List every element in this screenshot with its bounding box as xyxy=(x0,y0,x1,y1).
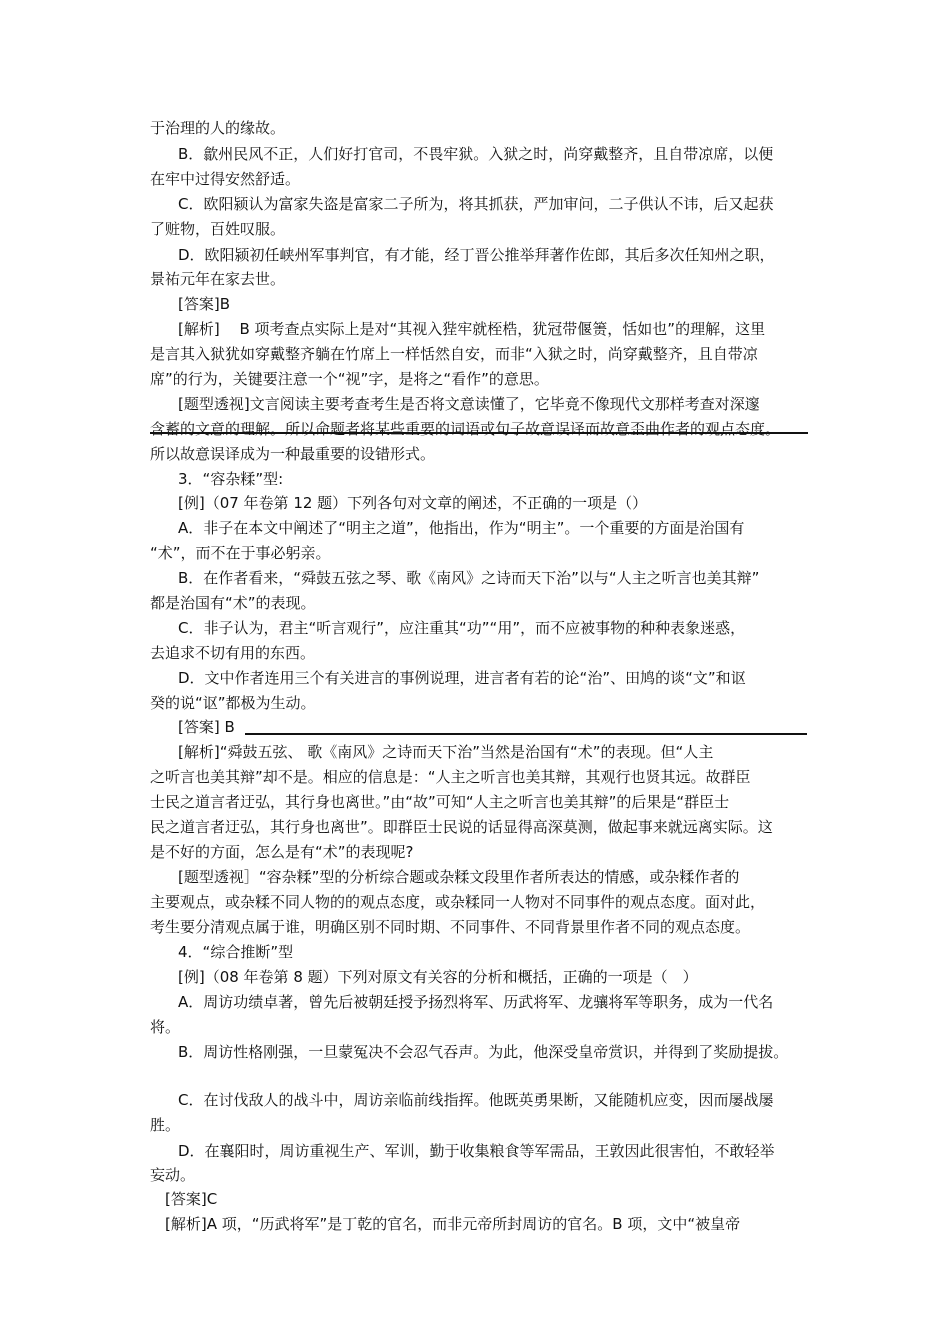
text-line: [例]（08 年卷第 8 题）下列对原文有关容的分析和概括，正确的一项是（ ） xyxy=(178,968,698,986)
text-line: [解析] B 项考查点实际上是对“其视入狴牢就桎梏，犹冠带偃箦，恬如也”的理解，这里 xyxy=(178,320,766,338)
text-line: 癸的说“讴”都极为生动。 xyxy=(150,694,316,712)
answer-label: [答案]B xyxy=(178,295,230,313)
text-line: 景祐元年在家去世。 xyxy=(150,270,286,288)
text-line: [题型透视］“容杂糅”型的分析综合题或杂糅文段里作者所表达的情感，或杂糅作者的 xyxy=(178,868,740,886)
text-line: “术”，而不在于事必躬亲。 xyxy=(150,544,331,562)
text-line: 是不好的方面，怎么是有“术”的表现呢? xyxy=(150,843,414,861)
text-line: D．欧阳颍初任峡州军事判官，有才能，经丁晋公推举拜著作佐郎，其后多次任知州之职， xyxy=(178,246,775,264)
text-line: 所以故意误译成为一种最重要的设错形式。 xyxy=(150,445,436,463)
text-line: B．在作者看来，“舜鼓五弦之琴、歌《南风》之诗而天下治”以与“人主之听言也美其辩” xyxy=(178,569,760,587)
text-line: 席”的行为，关键要注意一个“视”字，是将之“看作”的意思。 xyxy=(150,370,549,388)
text-line: 去追求不切有用的东西。 xyxy=(150,644,316,662)
text-line: [解析]“舜鼓五弦、 歌《南风》之诗而天下治”当然是治国有“术”的表现。但“人主 xyxy=(178,743,714,761)
text-line: B．歙州民风不正，人们好打官司，不畏牢狱。入狱之时，尚穿戴整齐，且自带凉席，以便 xyxy=(178,145,774,163)
text-line: 在牢中过得安然舒适。 xyxy=(150,170,301,188)
text-line: 于治理的人的缘故。 xyxy=(150,119,286,137)
text-line: 主要观点，或杂糅不同人物的的观点态度，或杂糅同一人物对不同事件的观点态度。面对此， xyxy=(150,893,766,911)
text-line: 了赃物，百姓叹服。 xyxy=(150,220,286,238)
section-heading: 3．“容杂糅”型: xyxy=(178,470,284,488)
text-line: 士民之道言者迂弘，其行身也离世。”由“故”可知“人主之听言也美其辩”的后果是“群臣士 xyxy=(150,793,730,811)
handwritten-underline xyxy=(245,733,807,735)
section-heading: 4．“综合推断”型 xyxy=(178,943,294,961)
text-line: 民之道言者迂弘，其行身也离世”。即群臣士民说的话显得高深莫测，做起事来就远离实际。这 xyxy=(150,818,773,836)
text-line: A．非子在本文中阐述了“明主之道”，他指出，作为“明主”。一个重要的方面是治国有 xyxy=(178,519,745,537)
text-line: [解析]A 项，“历武将军”是丁乾的官名，而非元帝所封周访的官名。B 项，文中“被皇帝 xyxy=(165,1215,741,1233)
text-line: 考生要分清观点属于谁，明确区别不同时期、不同事件、不同背景里作者不同的观点态度。 xyxy=(150,918,751,936)
answer-label: [答案] B xyxy=(178,718,235,736)
text-line: [题型透视]文言阅读主要考查考生是否将文意读懂了，它毕竟不像现代文那样考查对深邃 xyxy=(178,395,760,413)
text-line: C．非子认为，君主“听言观行”，应注重其“功”“用”，而不应被事物的种种表象迷惑， xyxy=(178,619,746,637)
text-line: 含蓄的文意的理解。所以命题者将某些重要的词语或句子故意误译而故意歪曲作者的观点态度。 xyxy=(150,420,781,438)
text-line: 是言其入狱犹如穿戴整齐躺在竹席上一样恬然自安，而非“入狱之时，尚穿戴整齐，且自带凉 xyxy=(150,345,758,363)
text-line: D．文中作者连用三个有关进言的事例说理，进言者有若的论“治”、田鸠的谈“文”和讴 xyxy=(178,669,746,687)
text-line: 妄动。 xyxy=(150,1166,196,1184)
text-line: D．在襄阳时，周访重视生产、军训，勤于收集粮食等军需品，王敦因此很害怕，不敢轻举 xyxy=(178,1142,775,1160)
text-line: 胜。 xyxy=(150,1116,181,1134)
text-line: C．欧阳颍认为富家失盗是富家二子所为，将其抓获，严加审问，二子供认不讳，后又起获 xyxy=(178,195,774,213)
answer-label: [答案]C xyxy=(165,1190,218,1208)
text-line: [例]（07 年卷第 12 题）下列各句对文章的阐述，不正确的一项是（） xyxy=(178,494,648,512)
text-line: 都是治国有“术”的表现。 xyxy=(150,594,316,612)
text-line: 之听言也美其辩”却不是。相应的信息是：“人主之听言也美其辩，其观行也贤其远。故群臣 xyxy=(150,768,751,786)
text-line: A．周访功绩卓著，曾先后被朝廷授予扬烈将军、历武将军、龙骧将军等职务，成为一代名 xyxy=(178,993,774,1011)
text-line: B．周访性格刚强，一旦蒙冤决不会忍气吞声。为此，他深受皇帝赏识，并得到了奖励提拔。 xyxy=(178,1043,789,1061)
handwritten-underline xyxy=(150,432,808,434)
text-line: C．在讨伐敌人的战斗中，周访亲临前线指挥。他既英勇果断，又能随机应变，因而屡战屡 xyxy=(178,1091,774,1109)
text-line: 将。 xyxy=(150,1018,181,1036)
